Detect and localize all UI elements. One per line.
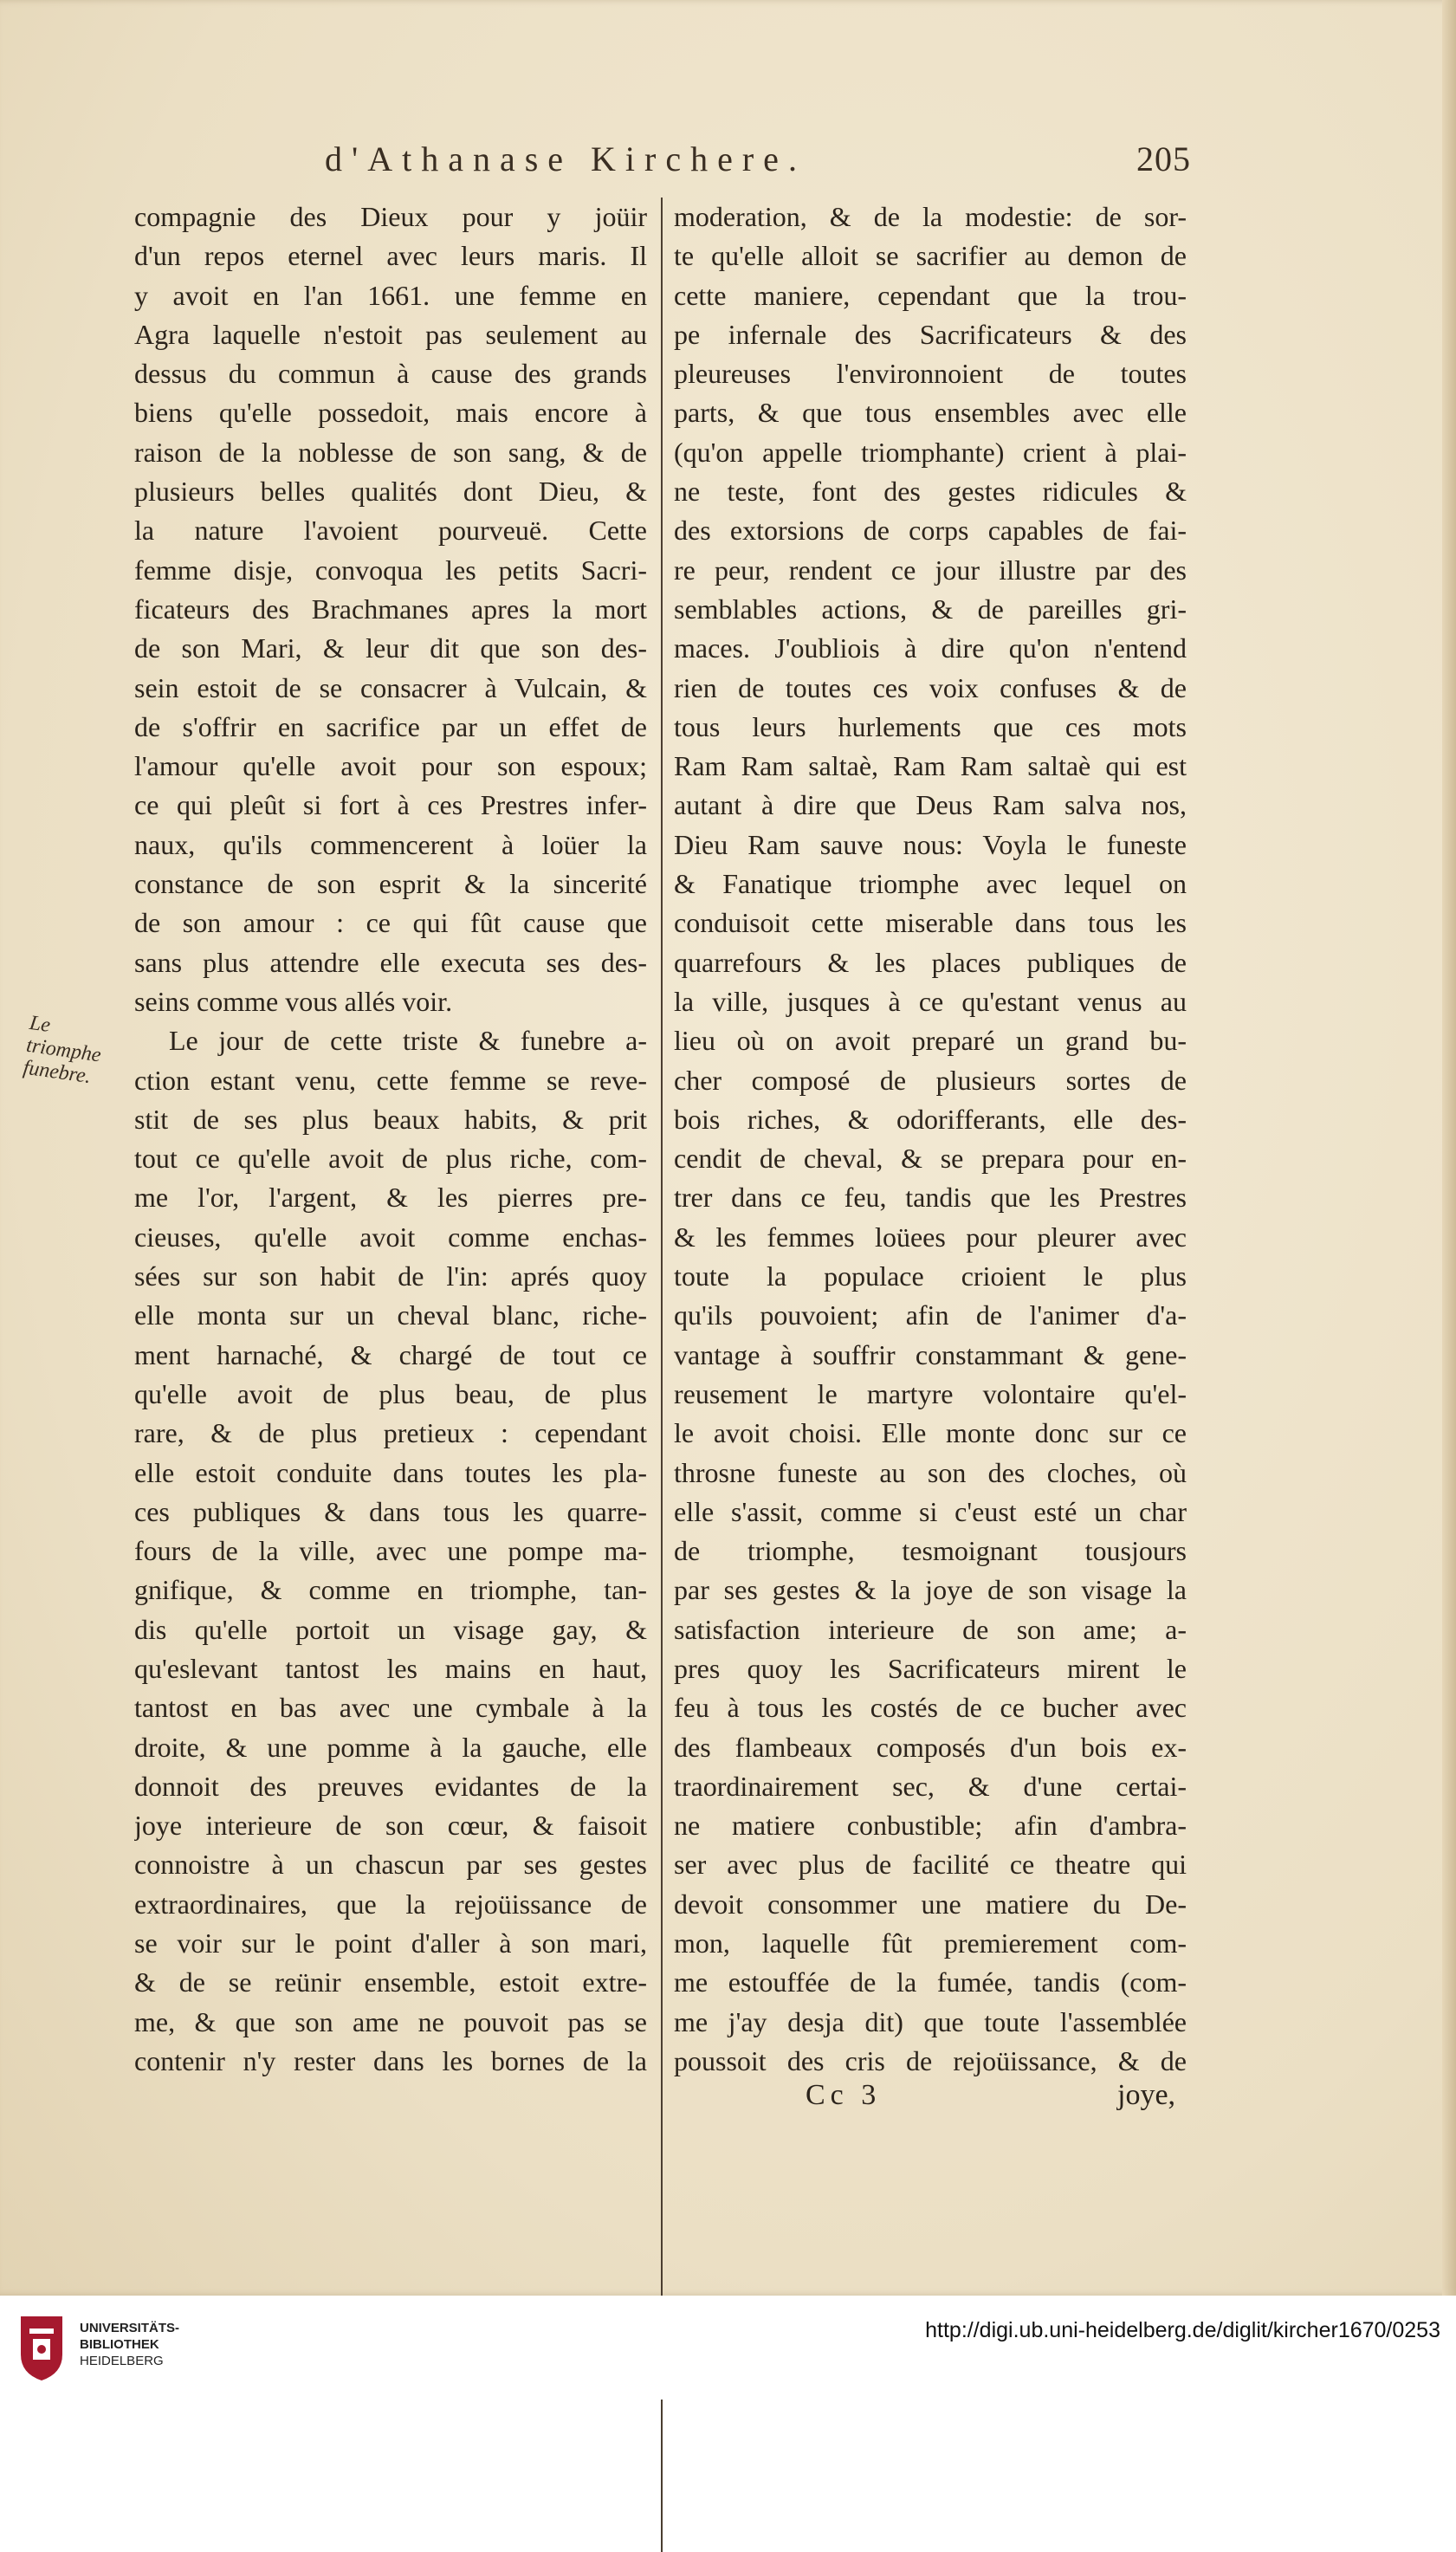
text-line: & les femmes loüees pour pleurer avec: [674, 1221, 1187, 1253]
text-line: de triomphe, tesmoignant tousjours: [674, 1535, 1187, 1567]
source-url-link[interactable]: http://digi.ub.uni-heidelberg.de/diglit/kircher1670/0253: [925, 2318, 1440, 2342]
text-line: y avoit en l'an 1661. une femme en: [134, 279, 647, 311]
text-line: me j'ay desja dit) que toute l'assemblée: [674, 2005, 1187, 2037]
text-line: le avoit choisi. Elle monte donc sur ce: [674, 1417, 1187, 1449]
text-line: connoistre à un chascun par ses gestes: [134, 1849, 647, 1881]
text-line: autant à dire que Deus Ram salva nos,: [674, 789, 1187, 821]
text-line: cette maniere, cependant que la trou-: [674, 279, 1187, 311]
text-line: ficateurs des Brachmanes apres la mort: [134, 593, 647, 625]
text-line: re peur, rendent ce jour illustre par des: [674, 554, 1187, 586]
text-line: donnoit des preuves evidantes de la: [134, 1770, 647, 1802]
text-line: quarrefours & les places publiques de: [674, 946, 1187, 978]
text-line: qu'eslevant tantost les mains en haut,: [134, 1652, 647, 1684]
text-line: gnifique, & comme en triomphe, tan-: [134, 1574, 647, 1606]
column-divider: [661, 198, 663, 2552]
text-line: ne matiere conbustible; afin d'ambra-: [674, 1810, 1187, 1842]
text-line: femme disje, convoqua les petits Sacri-: [134, 554, 647, 586]
text-line: des flambeaux composés d'un bois ex-: [674, 1731, 1187, 1763]
right-column: [674, 198, 1187, 2081]
text-line: elle monta sur un cheval blanc, riche-: [134, 1299, 647, 1331]
text-line: dessus du commun à cause des grands: [134, 358, 647, 390]
text-line: sans plus attendre elle executa ses des-: [134, 946, 647, 978]
text-line: poussoit des cris de rejoüissance, & de: [674, 2044, 1187, 2076]
text-line: dis qu'elle portoit un visage gay, &: [134, 1613, 647, 1645]
text-line: semblables actions, & de pareilles gri-: [674, 593, 1187, 625]
text-line: constance de son esprit & la sincerité: [134, 868, 647, 900]
page-number: 205: [1136, 139, 1191, 178]
text-line: devoit consommer une matiere du De-: [674, 1888, 1187, 1920]
page-edge: [1442, 0, 1456, 2296]
text-line: Le jour de cette triste & funebre a-: [169, 1025, 647, 1057]
text-line: Ram Ram saltaè, Ram Ram saltaè qui est: [674, 750, 1187, 782]
library-line-1: UNIVERSITÄTS-: [80, 2321, 180, 2335]
text-line: plusieurs belles qualités dont Dieu, &: [134, 476, 647, 508]
text-line: ser avec plus de facilité ce theatre qui: [674, 1849, 1187, 1881]
text-line: sées sur son habit de l'in: aprés quoy: [134, 1260, 647, 1292]
text-line: cendit de cheval, & se prepara pour en-: [674, 1143, 1187, 1175]
text-line: satisfaction interieure de son ame; a-: [674, 1613, 1187, 1645]
text-line: des extorsions de corps capables de fai-: [674, 515, 1187, 547]
footer-bar: [0, 2296, 1456, 2400]
text-line: ction estant venu, cette femme se reve-: [134, 1064, 647, 1096]
text-line: & Fanatique triomphe avec lequel on: [674, 868, 1187, 900]
text-line: pleureuses l'environnoient de toutes: [674, 358, 1187, 390]
library-line-3: HEIDELBERG: [80, 2354, 164, 2368]
text-line: & de se reünir ensemble, estoit extre-: [134, 1966, 647, 1998]
text-line: trer dans ce feu, tandis que les Prestres: [674, 1182, 1187, 1214]
text-line: ce qui pleût si fort à ces Prestres infer-: [134, 789, 647, 821]
text-line: de son amour : ce qui fût cause que: [134, 907, 647, 939]
text-line: parts, & que tous ensembles avec elle: [674, 397, 1187, 429]
text-line: traordinairement sec, & d'une certai-: [674, 1770, 1187, 1802]
text-line: vantage à souffrir constammant & gene-: [674, 1338, 1187, 1370]
library-name: [80, 2320, 179, 2369]
text-line: pe infernale des Sacrificateurs & des: [674, 318, 1187, 350]
catchword: joye,: [1117, 2079, 1176, 2111]
text-line: feu à tous les costés de ce bucher avec: [674, 1692, 1187, 1724]
text-line: qu'elle avoit de plus beau, de plus: [134, 1377, 647, 1409]
text-line: la ville, jusques à ce qu'estant venus au: [674, 985, 1187, 1017]
text-line: compagnie des Dieux pour y joüir: [134, 201, 647, 232]
text-line: me l'or, l'argent, & les pierres pre-: [134, 1182, 647, 1214]
text-line: elle estoit conduite dans toutes les pla-: [134, 1456, 647, 1488]
text-line: pres quoy les Sacrificateurs mirent le: [674, 1652, 1187, 1684]
text-line: cieuses, qu'elle avoit comme enchas-: [134, 1221, 647, 1253]
library-line-2: BIBLIOTHEK: [80, 2337, 159, 2352]
text-line: lieu où on avoit preparé un grand bu-: [674, 1025, 1187, 1057]
text-line: d'un repos eternel avec leurs maris. Il: [134, 240, 647, 272]
text-line: toute la populace crioient le plus: [674, 1260, 1187, 1292]
text-line: qu'ils pouvoient; afin de l'animer d'a-: [674, 1299, 1187, 1331]
text-line: reusement le martyre volontaire qu'el-: [674, 1377, 1187, 1409]
text-line: moderation, & de la modestie: de sor-: [674, 201, 1187, 232]
text-line: ment harnaché, & chargé de tout ce: [134, 1338, 647, 1370]
text-line: throsne funeste au son des cloches, où: [674, 1456, 1187, 1488]
text-line: fours de la ville, avec une pompe ma-: [134, 1535, 647, 1567]
text-line: me estouffée de la fumée, tandis (com-: [674, 1966, 1187, 1998]
text-line: (qu'on appelle triomphante) crient à plai-: [674, 436, 1187, 468]
margin-note: Le triomphe funebre.: [22, 1012, 103, 1089]
text-line: ne teste, font des gestes ridicules &: [674, 476, 1187, 508]
text-line: te qu'elle alloit se sacrifier au demon de: [674, 240, 1187, 272]
text-line: tantost en bas avec une cymbale à la: [134, 1692, 647, 1724]
university-seal-icon: [17, 2311, 66, 2384]
text-line: extraordinaires, que la rejoüissance de: [134, 1888, 647, 1920]
text-line: rien de toutes ces voix confuses & de: [674, 671, 1187, 703]
text-line: ces publiques & dans tous les quarre-: [134, 1495, 647, 1527]
running-head: [325, 139, 1191, 191]
text-line: joye interieure de son cœur, & faisoit: [134, 1810, 647, 1842]
signature-mark: Cc 3: [806, 2079, 882, 2111]
text-line: de s'offrir en sacrifice par un effet de: [134, 710, 647, 742]
text-line: par ses gestes & la joye de son visage la: [674, 1574, 1187, 1606]
text-line: l'amour qu'elle avoit pour son espoux;: [134, 750, 647, 782]
text-line: biens qu'elle possedoit, mais encore à: [134, 397, 647, 429]
text-line: contenir n'y rester dans les bornes de la: [134, 2044, 647, 2076]
text-line: bois riches, & odorifferants, elle des-: [674, 1103, 1187, 1135]
text-line: Agra laquelle n'estoit pas seulement au: [134, 318, 647, 350]
text-line: sein estoit de se consacrer à Vulcain, &: [134, 671, 647, 703]
text-line: me, & que son ame ne pouvoit pas se: [134, 2005, 647, 2037]
running-title: d'Athanase Kirchere.: [325, 139, 806, 178]
text-line: cher composé de plusieurs sortes de: [674, 1064, 1187, 1096]
text-line: elle s'assit, comme si c'eust esté un char: [674, 1495, 1187, 1527]
text-line: rare, & de plus pretieux : cependant: [134, 1417, 647, 1449]
text-line: de son Mari, & leur dit que son des-: [134, 632, 647, 664]
text-line: conduisoit cette miserable dans tous les: [674, 907, 1187, 939]
text-line: Dieu Ram sauve nous: Voyla le funeste: [674, 828, 1187, 860]
text-line: stit de ses plus beaux habits, & prit: [134, 1103, 647, 1135]
text-line: seins comme vous allés voir.: [134, 985, 453, 1017]
text-line: la nature l'avoient pourveuë. Cette: [134, 515, 647, 547]
left-column: [134, 198, 647, 2081]
text-line: tous leurs hurlements que ces mots: [674, 710, 1187, 742]
text-line: mon, laquelle fût premierement com-: [674, 1927, 1187, 1959]
text-line: tout ce qu'elle avoit de plus riche, com-: [134, 1143, 647, 1175]
text-line: naux, qu'ils commencerent à loüer la: [134, 828, 647, 860]
text-line: droite, & une pomme à la gauche, elle: [134, 1731, 647, 1763]
text-line: maces. J'oubliois à dire qu'on n'entend: [674, 632, 1187, 664]
text-line: raison de la noblesse de son sang, & de: [134, 436, 647, 468]
text-line: se voir sur le point d'aller à son mari,: [134, 1927, 647, 1959]
